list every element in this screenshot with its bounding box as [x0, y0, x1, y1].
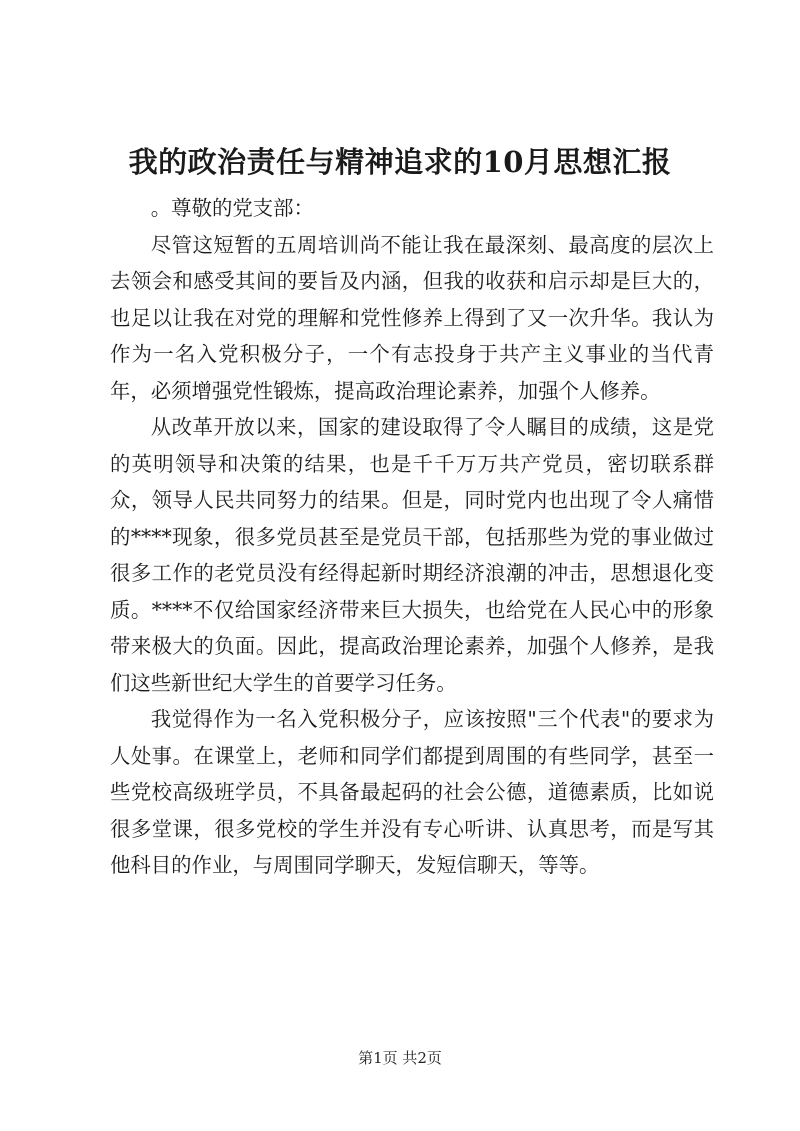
salutation: 。尊敬的党支部： — [150, 196, 314, 220]
paragraph: 尽管这短暂的五周培训尚不能让我在最深刻、最高度的层次上去领会和感受其间的要旨及内涵，但我的收获和启示却是巨大的，也足以让我在对党的理解和党性修养上得到了又一次升华。我认为作为一名入党积极分子，一个有志投身于共产主义事业的当代青年，必须增强党性锻炼，提高政治理论素养，加强个人修养。 — [110, 232, 714, 403]
page-footer: 第1页 共2页 — [358, 1049, 442, 1067]
document-body — [110, 190, 714, 884]
paragraph: 我觉得作为一名入党积极分子，应该按照"三个代表"的要求为人处事。在课堂上，老师和同学们都提到周围的有些同学，甚至一些党校高级班学员，不具备最起码的社会公德，道德素质，比如说很多堂课，很多党校的学生并没有专心听讲、认真思考，而是写其他科目的作业，与周围同学聊天，发短信聊天，等等。 — [110, 707, 714, 877]
document-title: 我的政治责任与精神追求的10月思想汇报 — [128, 145, 672, 179]
paragraph: 从改革开放以来，国家的建设取得了令人瞩目的成绩，这是党的英明领导和决策的结果，也是千千万万共产党员，密切联系群众，领导人民共同努力的结果。但是，同时党内也出现了令人痛惜的****现象，很多党员甚至是党员干部，包括那些为党的事业做过很多工作的老党员没有经得起新时期经济浪潮的冲击，思想退化变质。****不仅给国家经济带来巨大损失，也给党在人民心中的形象带来极大的负面。因此，提高政治理论素养，加强个人修养，是我们这些新世纪大学生的首要学习任务。 — [110, 415, 714, 695]
